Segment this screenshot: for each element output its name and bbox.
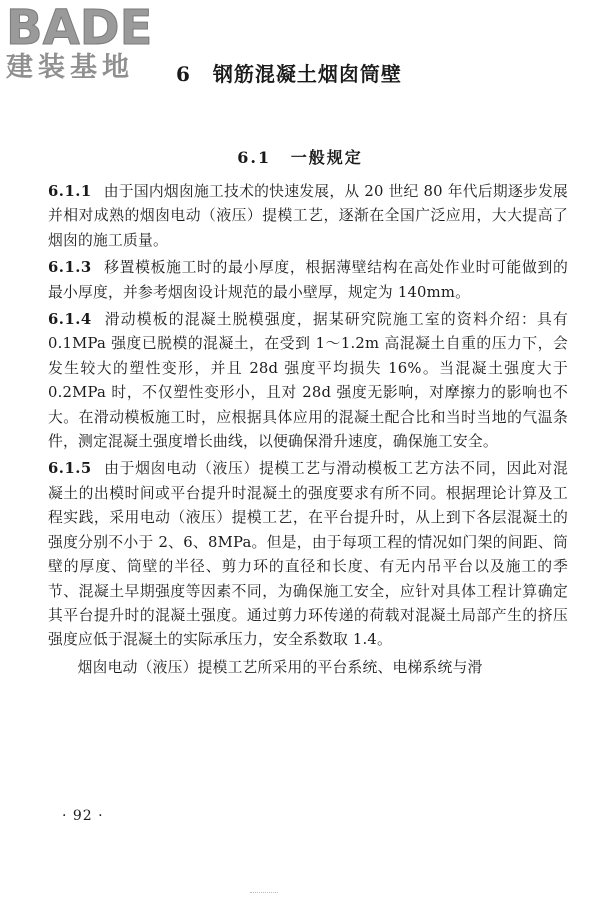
section-name: 一般规定 <box>290 148 363 167</box>
chapter-title <box>176 58 402 87</box>
clause-text: 烟囱电动（液压）提模工艺所采用的平台系统、电梯系统与滑 <box>77 658 483 676</box>
section-number: 6.1 <box>237 148 272 167</box>
clause-text: 由于烟囱电动（液压）提模工艺与滑动模板工艺方法不同，因此对混凝土的出模时间或平台提升时混凝土的强度要求有所不同。根据理论计算及工程实践，采用电动（液压）提模工艺，在平台提升时，从上到下各层混凝土的强度分别不小于 2、6、8MPa。但是，由于每项工程的情况如门架的间距、筒壁的厚度、筒壁的半径、剪力环的直径和长度、有无内吊平台以及施工的季节、混凝土早期强度等因素不同，为确保施工安全，应针对具体工程计算确定其平台提升时的混凝土强度。通过剪力环传递的荷载对混凝土局部产生的挤压强度应低于混凝土的实际承压力，安全系数取 1.4。 <box>48 460 568 649</box>
clause-number: 6.1.3 <box>48 259 92 277</box>
paragraph-6-1-1 <box>48 180 568 253</box>
bottom-edge-mark <box>250 892 278 899</box>
clause-text: 移置模板施工时的最小厚度，根据薄壁结构在高处作业时可能做到的最小厚度，并参考烟囱设计规范的最小壁厚，规定为 140mm。 <box>48 259 568 301</box>
section-heading <box>0 145 600 168</box>
page-number: · 92 · <box>62 808 104 824</box>
clause-number: 6.1.5 <box>48 460 92 478</box>
chapter-number: 6 <box>176 62 191 86</box>
clause-text: 滑动模板的混凝土脱模强度，据某研究院施工室的资料介绍：具有 0.1MPa 强度已脱模的混凝土，在受到 1～1.2m 高混凝土自重的压力下，会发生较大的塑性变形，并且 28d 强度平均损失 16%。当混凝土强度大于 0.2MPa 时，不仅塑性变形小，且对 28d 强度无影响，对摩擦力的影响也不大。在滑动模板施工时，应根据具体应用的混凝土配合比和当时当地的气温条件，测定混凝土强度增长曲线，以便确保滑升速度，确保施工安全。 <box>48 311 568 451</box>
paragraph-6-1-3 <box>48 256 568 305</box>
clause-number: 6.1.4 <box>48 311 92 329</box>
body-text <box>48 180 568 683</box>
paragraph-6-1-4 <box>48 308 568 454</box>
watermark-brand-cn: 建装基地 <box>6 52 134 83</box>
chapter-name: 钢筋混凝土烟囱筒壁 <box>212 62 402 86</box>
clause-text: 由于国内烟囱施工技术的快速发展，从 20 世纪 80 年代后期逐步发展并相对成熟的烟囱电动（液压）提模工艺，逐渐在全国广泛应用，大大提高了烟囱的施工质量。 <box>48 183 568 249</box>
paragraph-6-1-5 <box>48 457 568 652</box>
clause-number: 6.1.1 <box>48 183 92 200</box>
watermark-logo <box>6 2 152 84</box>
watermark-brand: BADE <box>6 0 153 56</box>
paragraph-continuation <box>48 656 568 680</box>
